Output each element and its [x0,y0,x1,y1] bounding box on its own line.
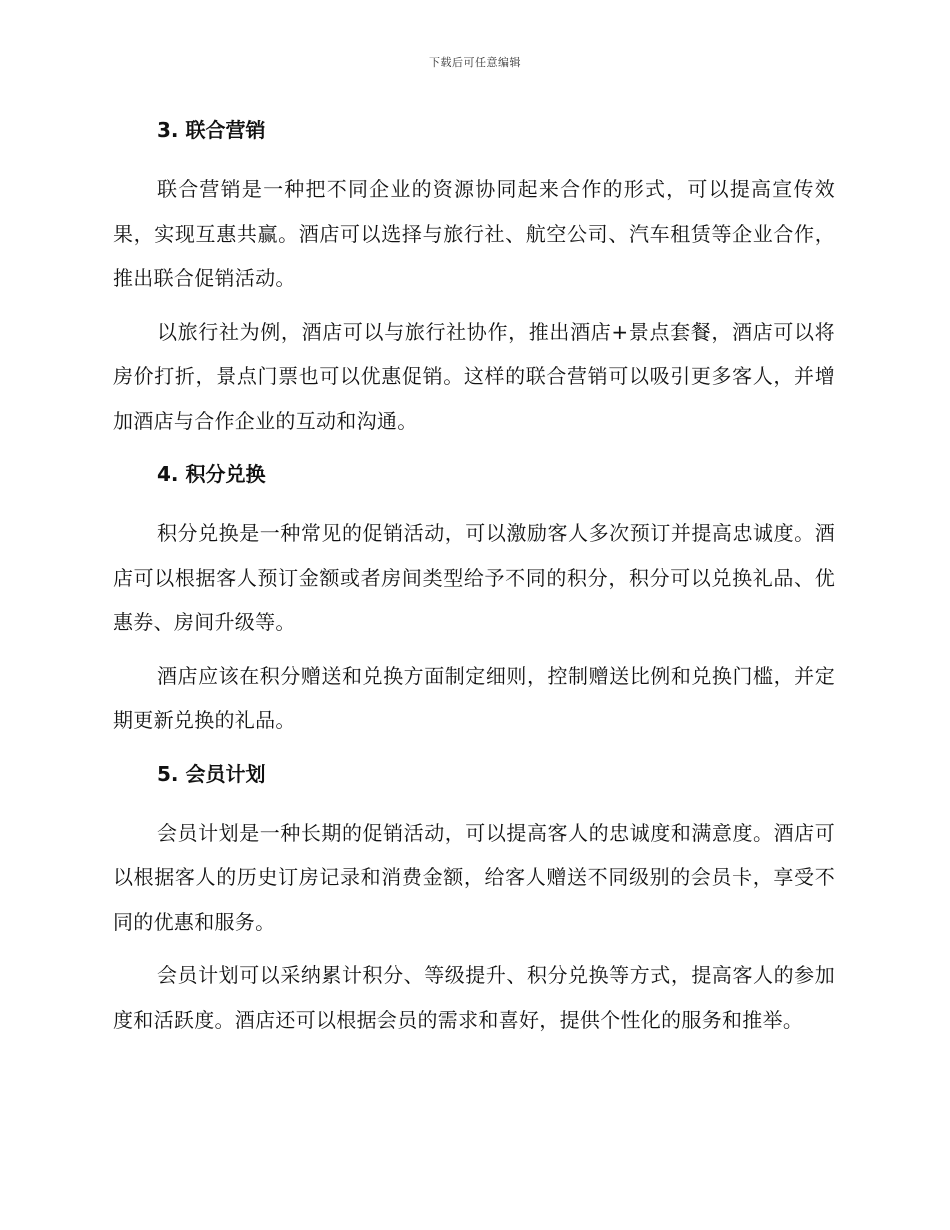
paragraph: 联合营销是一种把不同企业的资源协同起来合作的形式，可以提高宣传效果，实现互惠共赢。酒店可以选择与旅行社、航空公司、汽车租赁等企业合作，推出联合促销活动。 [113,177,835,290]
paragraph: 酒店应该在积分赠送和兑换方面制定细则，控制赠送比例和兑换门槛，并定期更新兑换的礼品。 [113,663,835,732]
section-heading-membership-plan: 5. 会员计划 [157,761,266,786]
paragraph: 会员计划是一种长期的促销活动，可以提高客人的忠诚度和满意度。酒店可以根据客人的历史订房记录和消费金额，给客人赠送不同级别的会员卡，享受不同的优惠和服务。 [113,820,835,934]
section-heading-points-exchange: 4. 积分兑换 [157,462,266,486]
page-header-watermark: 下载后可任意编辑 [429,56,521,69]
paragraph: 以旅行社为例，酒店可以与旅行社协作，推出酒店+景点套餐，酒店可以将房价打折，景点门票也可以优惠促销。这样的联合营销可以吸引更多客人，并增加酒店与合作企业的互动和沟通。 [113,319,835,433]
paragraph: 会员计划可以采纳累计积分、等级提升、积分兑换等方式，提高客人的参加度和活跃度。酒店还可以根据会员的需求和喜好，提供个性化的服务和推举。 [113,963,835,1032]
document-body [113,113,835,1056]
paragraph: 积分兑换是一种常见的促销活动，可以激励客人多次预订并提高忠诚度。酒店可以根据客人预订金额或者房间类型给予不同的积分，积分可以兑换礼品、优惠券、房间升级等。 [113,521,835,634]
section-heading-joint-marketing: 3. 联合营销 [157,118,266,142]
